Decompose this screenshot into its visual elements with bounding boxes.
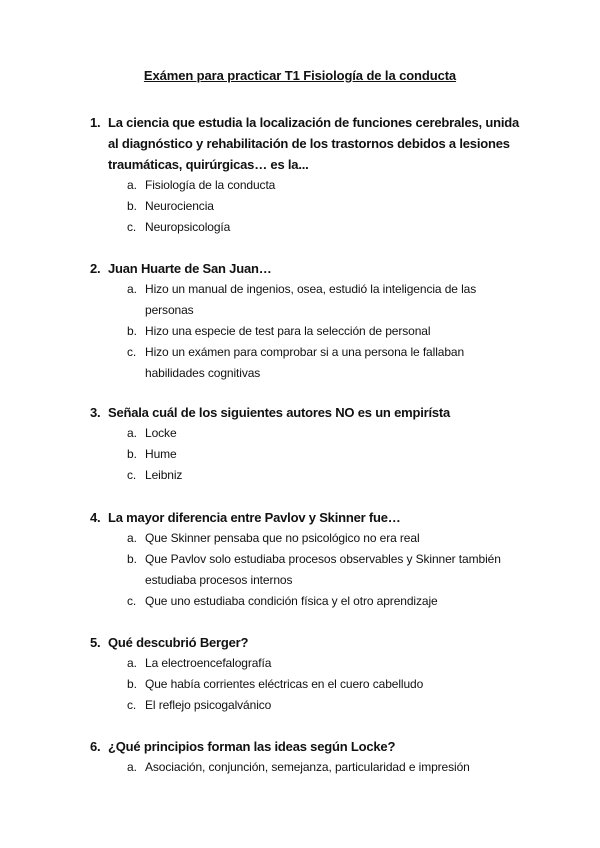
option-letter: b.	[127, 199, 137, 213]
question-heading	[90, 507, 530, 528]
option-item	[90, 279, 530, 321]
question-number: 2.	[90, 261, 101, 276]
option-list	[90, 175, 530, 238]
question-4	[90, 507, 530, 612]
page-title: Exámen para practicar T1 Fisiología de la conducta	[143, 68, 457, 83]
question-3	[90, 402, 530, 486]
question-6	[90, 736, 530, 778]
question-text: Señala cuál de los siguientes autores NO es un empirísta	[108, 405, 451, 420]
option-letter: b.	[127, 447, 137, 461]
option-list	[90, 279, 530, 384]
option-item	[90, 175, 530, 196]
option-text: El reflejo psicogalvánico	[145, 698, 272, 712]
option-text: Leibniz	[145, 468, 183, 482]
option-letter: c.	[127, 594, 137, 608]
question-text: ¿Qué principios forman las ideas según Locke?	[108, 739, 396, 754]
question-number: 1.	[90, 115, 101, 130]
option-text: Hizo una especie de test para la selección de personal	[145, 324, 431, 338]
option-item	[90, 465, 530, 486]
option-list	[90, 757, 530, 778]
option-list	[90, 653, 530, 716]
option-item	[90, 196, 530, 217]
option-letter: c.	[127, 345, 137, 359]
option-text: Que había corrientes eléctricas en el cuero cabelludo	[145, 677, 424, 691]
question-heading	[90, 736, 530, 757]
question-2	[90, 258, 530, 384]
question-1	[90, 112, 530, 238]
question-heading	[90, 632, 530, 653]
question-text: La mayor diferencia entre Pavlov y Skinner fue…	[108, 510, 401, 525]
option-text: Hizo un manual de ingenios, osea, estudió la inteligencia de las personas	[145, 282, 477, 317]
option-letter: a.	[127, 282, 137, 296]
question-5	[90, 632, 530, 716]
option-item	[90, 591, 530, 612]
option-list	[90, 528, 530, 612]
option-text: Neuropsicología	[145, 220, 231, 234]
option-item	[90, 342, 530, 384]
question-text: Qué descubrió Berger?	[108, 635, 249, 650]
option-text: Hizo un exámen para comprobar si a una persona le fallaban habilidades cognitivas	[145, 345, 465, 380]
option-text: Fisiología de la conducta	[145, 178, 276, 192]
option-letter: a.	[127, 531, 137, 545]
question-heading	[90, 258, 530, 279]
option-item	[90, 695, 530, 716]
option-item	[90, 321, 530, 342]
option-item	[90, 217, 530, 238]
option-list	[90, 423, 530, 486]
option-letter: b.	[127, 324, 137, 338]
option-letter: b.	[127, 552, 137, 566]
option-letter: a.	[127, 178, 137, 192]
option-text: Asociación, conjunción, semejanza, particularidad e impresión	[145, 760, 470, 774]
option-letter: a.	[127, 656, 137, 670]
option-letter: a.	[127, 760, 137, 774]
option-letter: c.	[127, 468, 137, 482]
question-number: 4.	[90, 510, 101, 525]
option-item	[90, 528, 530, 549]
option-text: Neurociencia	[145, 199, 214, 213]
option-letter: b.	[127, 677, 137, 691]
option-item	[90, 444, 530, 465]
question-text: La ciencia que estudia la localización de funciones cerebrales, unida al diagnóstico y rehabilitación de los trastornos debidos a lesiones traumáticas, quirúrgicas… es la...	[108, 115, 520, 172]
option-item	[90, 674, 530, 695]
question-heading	[90, 402, 530, 423]
question-number: 5.	[90, 635, 101, 650]
option-item	[90, 653, 530, 674]
question-number: 3.	[90, 405, 101, 420]
question-number: 6.	[90, 739, 101, 754]
option-text: La electroencefalografía	[145, 656, 272, 670]
question-heading	[90, 112, 530, 175]
option-text: Locke	[145, 426, 177, 440]
question-text: Juan Huarte de San Juan…	[108, 261, 272, 276]
option-text: Que Pavlov solo estudiaba procesos observables y Skinner también estudiaba procesos internos	[145, 552, 501, 587]
option-text: Que uno estudiaba condición física y el otro aprendizaje	[145, 594, 438, 608]
option-text: Que Skinner pensaba que no psicológico no era real	[145, 531, 420, 545]
option-item	[90, 423, 530, 444]
option-letter: c.	[127, 220, 137, 234]
option-item	[90, 757, 530, 778]
option-letter: c.	[127, 698, 137, 712]
option-text: Hume	[145, 447, 177, 461]
option-letter: a.	[127, 426, 137, 440]
option-item	[90, 549, 530, 591]
